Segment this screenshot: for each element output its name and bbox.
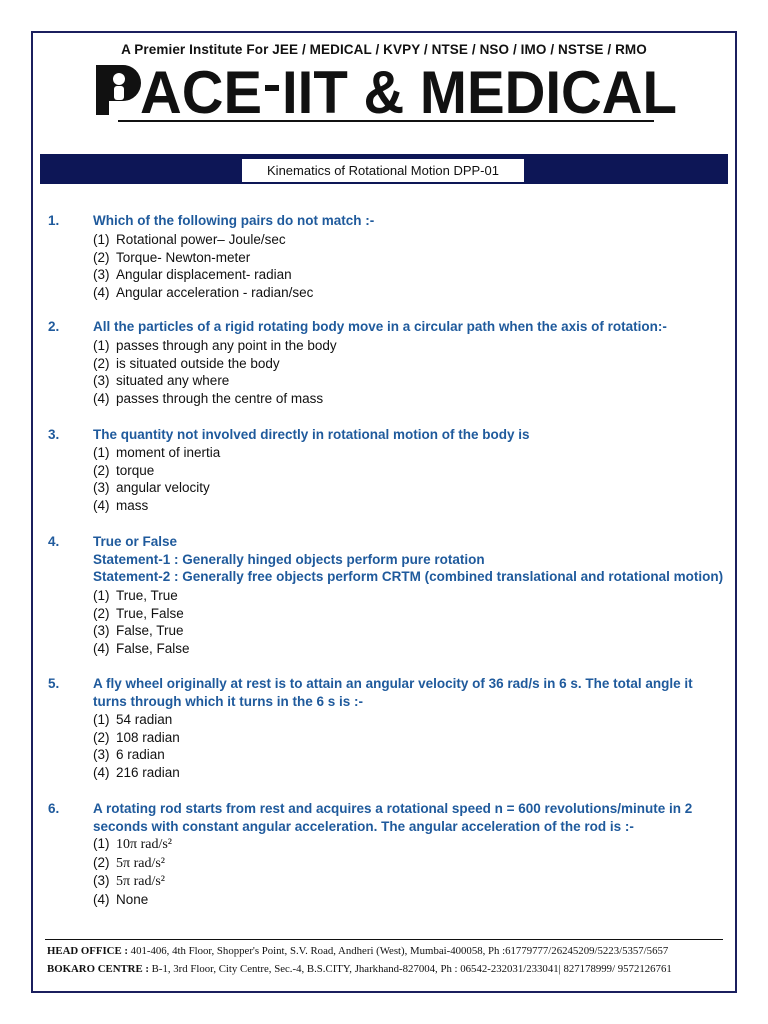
- options-list: [93, 835, 693, 909]
- option: (1) 54 radian: [93, 712, 173, 727]
- question-heading: True or False: [93, 534, 178, 549]
- option: (2) 5π rad/s²: [93, 854, 165, 871]
- option: (4) mass: [93, 498, 149, 514]
- option: (4) None: [93, 892, 149, 908]
- logo-text-ace: ACE: [140, 59, 262, 117]
- question-text: All the particles of a rigid rotating body move in a circular path when the axis of rotation:-: [93, 319, 667, 334]
- footer-bokaro-centre: [47, 963, 672, 975]
- question-text: [93, 533, 725, 586]
- option: (4) passes through the centre of mass: [93, 391, 324, 407]
- option: (3) False, True: [93, 623, 184, 639]
- worksheet-title: Kinematics of Rotational Motion DPP-01: [241, 158, 525, 183]
- question-number: 2.: [48, 319, 60, 334]
- option: (3) Angular displacement- radian: [93, 267, 292, 283]
- head-office-label: HEAD OFFICE :: [47, 945, 128, 957]
- option: (3) situated any where: [93, 373, 230, 389]
- question-number: 3.: [48, 427, 60, 442]
- option: (4) False, False: [93, 641, 190, 657]
- options-list: [93, 444, 693, 515]
- footer-divider: [45, 939, 723, 940]
- option: (1) Rotational power– Joule/sec: [93, 232, 286, 247]
- question-text: A fly wheel originally at rest is to attain an angular velocity of 36 rad/s in 6 s. The total angle it turns through which it turns in the 6 s is :-: [93, 676, 693, 709]
- logo-underline: [118, 120, 654, 122]
- option: (2) torque: [93, 462, 155, 478]
- option: (3) angular velocity: [93, 480, 210, 496]
- footer-head-office: [47, 945, 668, 957]
- statement-1: Statement-1 : Generally hinged objects perform pure rotation: [93, 551, 485, 567]
- options-list: [93, 231, 693, 302]
- option: (3) 5π rad/s²: [93, 873, 165, 890]
- question-text: A rotating rod starts from rest and acquires a rotational speed n = 600 revolutions/minute in 2 seconds with constant angular acceleration. The angular acceleration of the rod is :-: [93, 801, 693, 834]
- option: (1) passes through any point in the body: [93, 338, 337, 353]
- option: (2) Torque- Newton-meter: [93, 249, 251, 265]
- option: (2) True, False: [93, 605, 184, 621]
- option: (4) 216 radian: [93, 765, 180, 781]
- option: (1) moment of inertia: [93, 445, 221, 460]
- statement-2: Statement-2 : Generally free objects perform CRTM (combined translational and rotational motion): [93, 569, 724, 584]
- question-number: 5.: [48, 676, 60, 691]
- question-text: The quantity not involved directly in rotational motion of the body is: [93, 427, 530, 442]
- bokaro-centre-label: BOKARO CENTRE :: [47, 963, 149, 975]
- option: (1) 10π rad/s²: [93, 836, 172, 852]
- options-list: [93, 337, 693, 408]
- question-number: 4.: [48, 534, 60, 549]
- option: (1) True, True: [93, 588, 178, 603]
- options-list: [93, 587, 693, 658]
- option: (2) is situated outside the body: [93, 355, 280, 371]
- logo-person-icon: [96, 65, 141, 115]
- question-number: 1.: [48, 213, 60, 228]
- head-office-address: 401-406, 4th Floor, Shopper's Point, S.V. Road, Andheri (West), Mumbai-400058, Ph :61779777/26245209/5223/5357/5657: [127, 945, 669, 957]
- logo-dash: [265, 85, 279, 91]
- bokaro-centre-address: B-1, 3rd Floor, City Centre, Sec.-4, B.S.CITY, Jharkhand-827004, Ph : 06542-232031/233041| 827178999/ 9572126761: [148, 963, 672, 975]
- logo-text-iit-medical: IIT & MEDICAL: [282, 59, 677, 117]
- option: (4) Angular acceleration - radian/sec: [93, 285, 314, 301]
- pace-logo: [92, 55, 682, 117]
- options-list: [93, 711, 693, 782]
- option: (2) 108 radian: [93, 729, 180, 745]
- institute-tagline: A Premier Institute For JEE / MEDICAL / KVPY / NTSE / NSO / IMO / NSTSE / RMO: [121, 42, 647, 57]
- option: (3) 6 radian: [93, 747, 165, 763]
- question-number: 6.: [48, 801, 60, 816]
- question-text: Which of the following pairs do not match :-: [93, 213, 375, 228]
